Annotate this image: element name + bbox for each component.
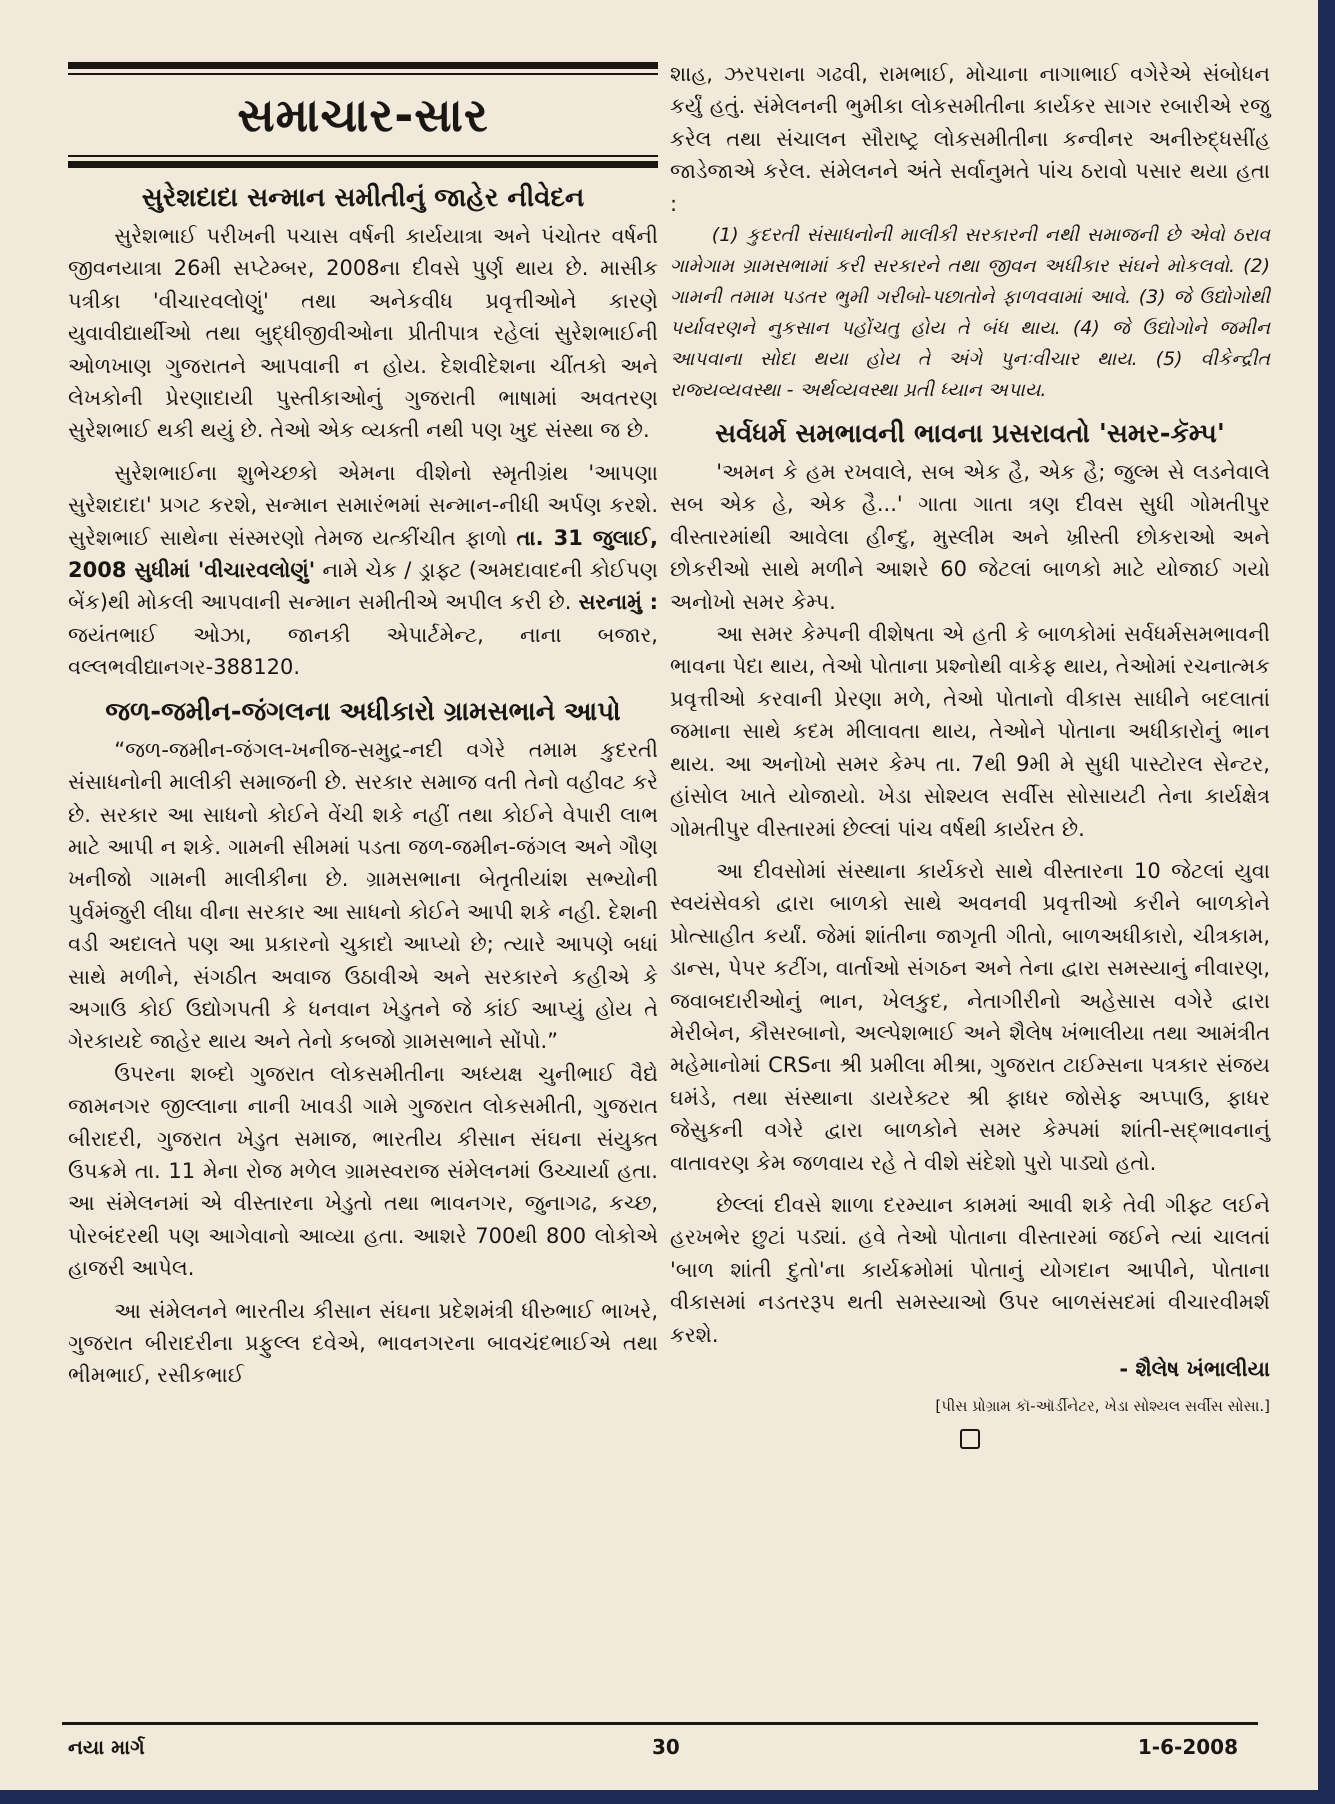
- bold-text-run: તા. 31 જુલાઈ, 2008 સુધીમાં 'વીચારવલોણું': [68, 525, 658, 583]
- article-paragraph: છેલ્લાં દીવસે શાળા દરમ્યાન કામમાં આવી શકે તેવી ગીફ્ટ લઈને હરખભેર છુટાં પડ્યાં. હવે તેઓ પોતાના વીસ્તારમાં જઈને ત્યાં ચાલતાં 'બાળ શાંતી દુતો'ના કાર્યક્રમોમાં પોતાનું યોગદાન આપીને, પોતાના વીકાસમાં નડતરરૂપ થતી સમસ્યાઓ ઉપર બાળસંસદમાં વીચારવીમર્શ કરશે.: [670, 1192, 1270, 1347]
- publication-name: નયા માર્ગ: [68, 1735, 145, 1759]
- address-text: જયંતભાઈ ઓઝા, જાનકી એપાર્ટમેન્ટ, નાના બજાર, વલ્લભવીદ્યાનગર-388120.: [68, 622, 658, 680]
- page-footer: [62, 1722, 1258, 1785]
- article-paragraph: આ સંમેલનને ભારતીય કીસાન સંઘના પ્રદેશમંત્રી ધીરુભાઈ ભાખરે, ગુજરાત બીરાદરીના પ્રફુલ્લ દવેએ, ભાવનગરના બાવચંદભાઈએ તથા ભીમભાઈ, રસીકભાઈ: [68, 1298, 658, 1388]
- author-signature: - શૈલેષ ખંભાલીયા: [1119, 1357, 1270, 1381]
- article-paragraph: આ દીવસોમાં સંસ્થાના કાર્યકરો સાથે વીસ્તારના 10 જેટલાં યુવા સ્વયંસેવકો દ્વારા બાળકો સાથે અવનવી પ્રવૃત્તીઓ કરીને બાળકોને પ્રોત્સાહીત કર્યાં. જેમાં શાંતીના જાગૃતી ગીતો, બાળઅધીકારો, ચીત્રકામ, ડાન્સ, પેપર કટીંગ, વાર્તાઓ સંગઠન અને તેના દ્વારા સમસ્યાનું નીવારણ, જવાબદારીઓનું ભાન, ખેલકુદ, નેતાગીરીનો અહેસાસ વગેરે દ્વારા મેરીબેન, કૌસરબાનો, અલ્પેશભાઈ અને શૈલેષ ખંભાલીયા તથા આમંત્રીત મહેમાનોમાં CRSના શ્રી પ્રમીલા મીશ્રા, ગુજરાત ટાઈમ્સના પત્રકાર સંજય ઘમંડે, તથા સંસ્થાના ડાયરેક્ટર શ્રી ફાધર જોસેફ અપ્પાઉ, ફાધર જેસુકની વગેરે દ્વારા બાળકોને સમર કેમ્પમાં શાંતી-સદ્ભાવનાનું વાતાવરણ કેમ જળવાય રહે તે વીશે સંદેશો પુરો પાડ્યો હતો.: [670, 858, 1270, 1175]
- right-column: [670, 58, 1270, 1449]
- article-paragraph: શાહ, ઝરપરાના ગઢવી, રામભાઈ, મોચાના નાગાભાઈ વગેરેએ સંબોધન કર્યું હતું. સંમેલનની ભુમીકા લોકસમીતીના કાર્યકર સાગર રબારીએ રજુ કરેલ તથા સંચાલન સૌરાષ્ટ્ર લોકસમીતીના કન્વીનર અનીરુદ્ધસીંહ જાડેજાએ કરેલ. સંમેલનને અંતે સર્વાનુમતે પાંચ ઠરાવો પસાર થયા હતા :: [670, 62, 1270, 216]
- end-mark-icon: [960, 1429, 980, 1449]
- text-run: નામે ચેક / ડ્રાફ્ટ (અમદાવાદની કોઈપણ બેંક)થી મોકલી આપવાની સન્માન સમીતીએ અપીલ કરી છે.: [68, 558, 658, 615]
- article-paragraph: સુરેશભાઈ પરીખની પચાસ વર્ષની કાર્યયાત્રા અને પંચોતર વર્ષની જીવનયાત્રા 26મી સપ્ટેમ્બર, 2008ના દીવસે પુર્ણ થાય છે. માસીક પત્રીકા 'વીચારવલોણું' તથા અનેકવીધ પ્રવૃત્તીઓને કારણે યુવાવીદ્યાર્થીઓ તથા બુદ્ધીજીવીઓના પ્રીતીપાત્ર રહેલાં સુરેશભાઈની ઓળખાણ ગુજરાતને આપવાની ન હોય. દેશવીદેશના ચીંતકો અને લેખકોની પ્રેરણાદાયી પુસ્તીકાઓનું ગુજરાતી ભાષામાં અવતરણ સુરેશભાઈ થકી થયું છે. તેઓ એક વ્યક્તી નથી પણ ખુદ સંસ્થા જ છે.: [68, 224, 658, 443]
- article-heading-suresh: સુરેશદાદા સન્માન સમીતીનું જાહેર નીવેદન: [141, 183, 585, 213]
- title-block: [68, 62, 658, 168]
- text-run: સુરેશભાઈના શુભેચ્છકો એમના વીશેનો સ્મૃતીગ્રંથ 'આપણા સુરેશદાદા' પ્રગટ કરશે, સન્માન સમારંભમાં સન્માન-નીધી અર્પણ કરશે. સુરેશભાઈ સાથેના સંસ્મરણો તેમજ યત્કીંચીત ફાળો: [68, 460, 658, 550]
- article-paragraph: 'અમન કે હમ રખવાલે, સબ એક હૈ, એક હૈ; જુલ્મ સે લડનેવાલે સબ એક હે, એક હૈ...' ગાતા ગાતા ત્રણ દીવસ સુધી ગોમતીપુર વીસ્તારમાંથી આવેલા હીન્દુ, મુસ્લીમ અને ખ્રીસ્તી છોકરાઓ અને છોકરીઓ સાથે મળીને આશરે 60 જેટલાં બાળકો માટે યોજાઈ ગયો અનોખો સમર કેમ્પ.: [670, 460, 1270, 614]
- issue-date: 1-6-2008: [1137, 1735, 1238, 1759]
- article-paragraph: ઉપરના શબ્દો ગુજરાત લોકસમીતીના અધ્યક્ષ ચુનીભાઈ વૈદ્યે જામનગર જીલ્લાના નાની ખાવડી ગામે ગુજરાત લોકસમીતી, ગુજરાત બીરાદરી, ગુજરાત ખેડુત સમાજ, ભારતીય કીસાન સંઘના સંયુક્ત ઉપક્રમે તા. 11 મેના રોજ મળેલ ગ્રામસ્વરાજ સંમેલનમાં ઉચ્ચાર્યા હતા. આ સંમેલનમાં એ વીસ્તારના ખેડુતો તથા ભાવનગર, જુનાગઢ, કચ્છ, પોરબંદરથી પણ આગેવાનો આવ્યા હતા. આશરે 700થી 800 લોકોએ હાજરી આપેલ.: [68, 1061, 658, 1281]
- section-title: સમાચાર-સાર: [237, 88, 489, 142]
- article-heading-gramsabha: જળ-જમીન-જંગલના અધીકારો ગ્રામસભાને આપો: [105, 696, 621, 727]
- resolutions-paragraph: (1) કુદરતી સંસાધનોની માલીકી સરકારની નથી સમાજની છે એવો ઠરાવ ગામેગામ ગ્રામસભામાં કરી સરકારને તથા જીવન અધીકાર સંઘને મોકલવો. (2) ગામની તમામ પડતર ભુમી ગરીબો-પછાતોને ફાળવવામાં આવે. (3) જે ઉદ્યોગોથી પર્યાવરણને નુકસાન પહોંચતુ હોય તે બંધ થાય. (4) જે ઉદ્યોગોને જમીન આપવાના સોદા થયા હોય તે અંગે પુનઃવીચાર થાય. (5) વીકેન્દ્રીત રાજ્યવ્યવસ્થા - અર્થવ્યવસ્થા પ્રતી ધ્યાન અપાય.: [670, 224, 1270, 402]
- page-number: 30: [652, 1735, 680, 1759]
- article-paragraph: આ સમર કેમ્પની વીશેષતા એ હતી કે બાળકોમાં સર્વધર્મસમભાવની ભાવના પેદા થાય, તેઓ પોતાના પ્રશ્નોથી વાકેફ થાય, તેઓમાં રચનાત્મક પ્રવૃત્તીઓ કરવાની પ્રેરણા મળે, તેઓ પોતાનો વીકાસ સાધીને બદલાતાં જમાના સાથે કદમ મીલાવતા થાય, તેઓને પોતાના અધીકારોનું ભાન થાય. આ અનોખો સમર કેમ્પ તા. 7થી 9મી મે સુધી પાસ્ટોરલ સેન્ટર, હાંસોલ ખાતે યોજાયો. ખેડા સોશ્યલ સર્વીસ સોસાયટી તેના કાર્યક્ષેત્ર ગોમતીપુર વીસ્તારમાં છેલ્લાં પાંચ વર્ષથી કાર્યરત છે.: [670, 622, 1270, 841]
- author-note: [પીસ પ્રોગ્રામ કૉ-ઑર્ડીનેટર, ખેડા સોશ્યલ સર્વીસ સોસા.]: [935, 1397, 1270, 1415]
- article-paragraph: “જળ-જમીન-જંગલ-ખનીજ-સમુદ્ર-નદી વગેરે તમામ કુદરતી સંસાધનોની માલીકી સમાજની છે. સરકાર સમાજ વતી તેનો વહીવટ કરે છે. સરકાર આ સાધનો કોઈને વેંચી શકે નહીં તથા કોઈને વેપારી લાભ માટે આપી ન શકે. ગામની સીમમાં પડતા જળ-જમીન-જંગલ અને ગૌણ ખનીજો ગામની માલીકીના છે. ગ્રામસભાના બેતૃતીયાંશ સભ્યોની પુર્વમંજુરી લીધા વીના સરકાર આ સાધનો કોઈને આપી શકે નહી. દેશની વડી અદાલતે પણ આ પ્રકારનો ચુકાદો આપ્યો છે; ત્યારે આપણે બધાં સાથે મળીને, સંગઠીત અવાજ ઉઠાવીએ અને સરકારને કહીએ કે અગાઉ કોઈ ઉદ્યોગપતી કે ધનવાન ખેડુતને જે કાંઈ આપ્યું હોય તે ગેરકાયદે જાહેર થાય અને તેનો કબજો ગ્રામસભાને સોંપો.”: [68, 737, 658, 1054]
- article-heading-summer-camp: સર્વધર્મ સમભાવની ભાવના પ્રસરાવતો 'સમર-કૅમ્પ': [715, 419, 1225, 450]
- address-label: સરનામું :: [578, 590, 658, 615]
- article-paragraph: [68, 457, 658, 684]
- left-column: [68, 62, 658, 1392]
